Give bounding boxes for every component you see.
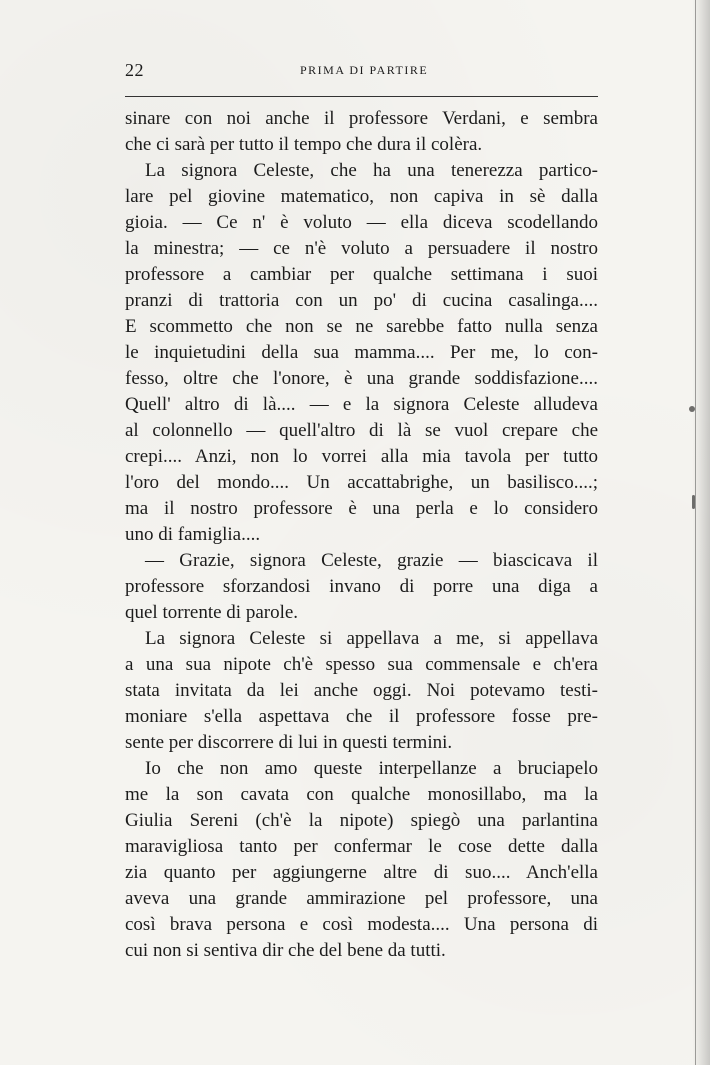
running-title: PRIMA DI PARTIRE bbox=[300, 63, 429, 77]
text-line: a una sua nipote ch'è spesso sua commensale e ch'era bbox=[125, 654, 598, 675]
text-line: Io che non amo queste interpellanze a bruciapelo bbox=[145, 758, 598, 779]
text-line: sinare con noi anche il professore Verdani, e sembra bbox=[125, 108, 598, 129]
ink-speck bbox=[692, 495, 695, 509]
text-line: professore sforzandosi invano di porre una diga a bbox=[125, 576, 598, 597]
text-line: ma il nostro professore è una perla e lo considero bbox=[125, 498, 598, 519]
text-line: La signora Celeste, che ha una tenerezza partico- bbox=[145, 160, 598, 181]
text-line: maravigliosa tanto per confermar le cose dette dalla bbox=[125, 836, 598, 857]
text-line: Quell' altro di là.... — e la signora Celeste alludeva bbox=[125, 394, 598, 415]
page-number: 22 bbox=[125, 60, 144, 80]
text-line: stata invitata da lei anche oggi. Noi potevamo testi- bbox=[125, 680, 598, 701]
text-line: — Grazie, signora Celeste, grazie — biascicava il bbox=[145, 550, 598, 571]
text-line: quel torrente di parole. bbox=[125, 602, 299, 623]
text-line: La signora Celeste si appellava a me, si appellava bbox=[145, 628, 598, 649]
text-line: cui non si sentiva dir che del bene da tutti. bbox=[125, 940, 446, 961]
header-rule bbox=[125, 96, 598, 97]
text-line: pranzi di trattoria con un po' di cucina casalinga.... bbox=[125, 290, 598, 311]
body-text bbox=[125, 106, 598, 964]
text-line: che ci sarà per tutto il tempo che dura il colèra. bbox=[125, 134, 483, 155]
page-edge-line bbox=[695, 0, 696, 1065]
text-line: così brava persona e così modesta.... Una persona di bbox=[125, 914, 598, 935]
text-line: al colonnello — quell'altro di là se vuol crepare che bbox=[125, 420, 598, 441]
ink-speck bbox=[689, 406, 695, 412]
text-line: Giulia Sereni (ch'è la nipote) spiegò una parlantina bbox=[125, 810, 598, 831]
page-header bbox=[125, 60, 598, 86]
text-line: crepi.... Anzi, non lo vorrei alla mia tavola per tutto bbox=[125, 446, 598, 467]
text-line: moniare s'ella aspettava che il professore fosse pre- bbox=[125, 706, 598, 727]
text-line: sente per discorrere di lui in questi termini. bbox=[125, 732, 453, 753]
text-line: fesso, oltre che l'onore, è una grande soddisfazione.... bbox=[125, 368, 598, 389]
text-line: lare pel giovine matematico, non capiva in sè dalla bbox=[125, 186, 598, 207]
text-line: l'oro del mondo.... Un accattabrighe, un basilisco....; bbox=[125, 472, 598, 493]
text-line: uno di famiglia.... bbox=[125, 524, 261, 545]
text-line: professore a cambiar per qualche settimana i suoi bbox=[125, 264, 598, 285]
text-line: gioia. — Ce n' è voluto — ella diceva scodellando bbox=[125, 212, 598, 233]
text-line: la minestra; — ce n'è voluto a persuadere il nostro bbox=[125, 238, 598, 259]
text-line: E scommetto che non se ne sarebbe fatto nulla senza bbox=[125, 316, 598, 337]
text-line: me la son cavata con qualche monosillabo, ma la bbox=[125, 784, 598, 805]
text-line: zia quanto per aggiungerne altre di suo.... Anch'ella bbox=[125, 862, 598, 883]
text-line: aveva una grande ammirazione pel professore, una bbox=[125, 888, 598, 909]
text-line: le inquietudini della sua mamma.... Per me, lo con- bbox=[125, 342, 598, 363]
